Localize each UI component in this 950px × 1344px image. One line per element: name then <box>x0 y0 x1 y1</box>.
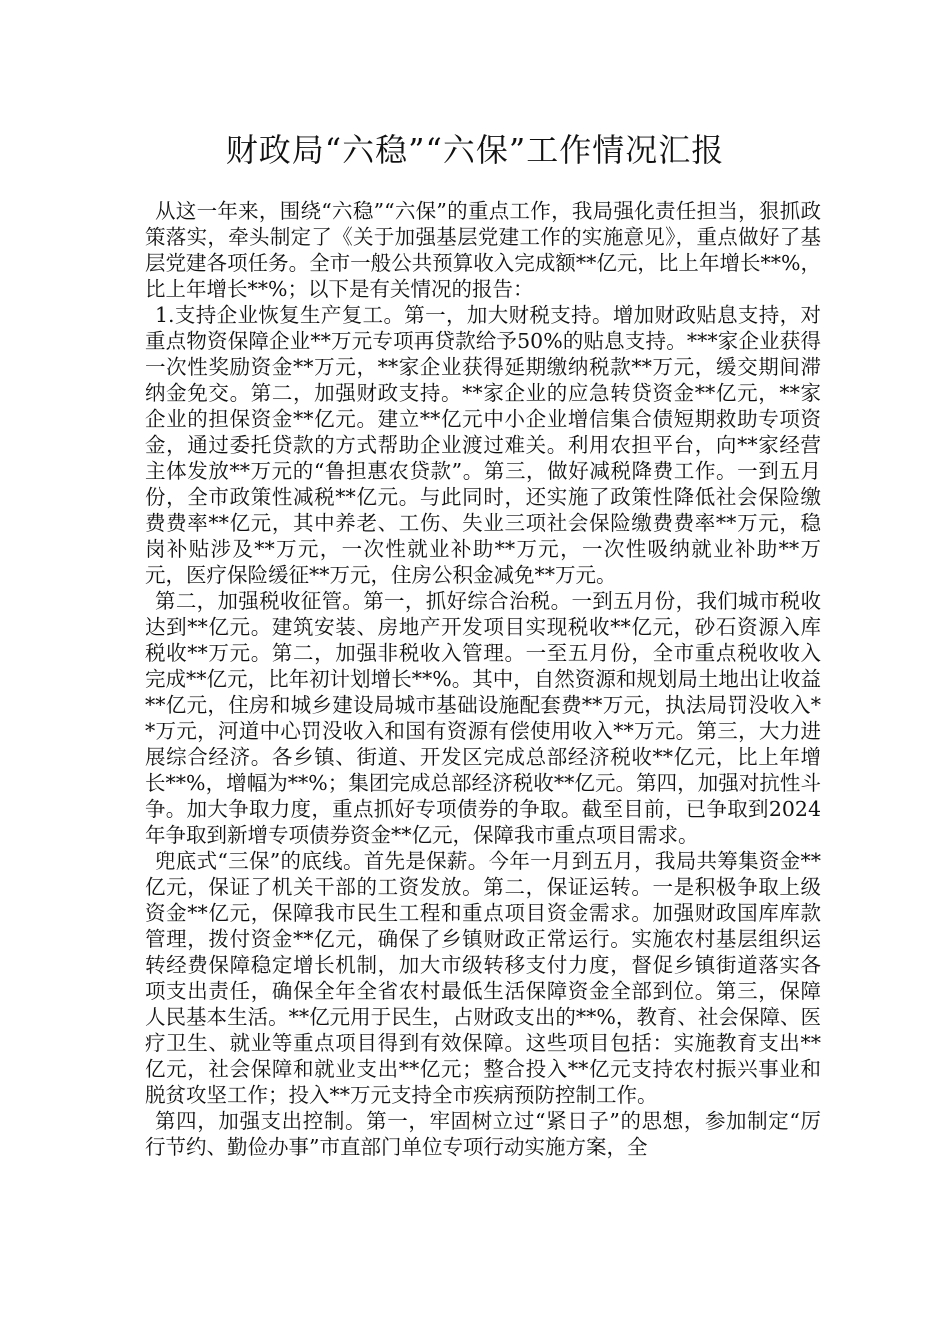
paragraph-enterprise-support: 1.支持企业恢复生产复工。第一，加大财税支持。增加财政贴息支持，对重点物资保障企业**万元专项再贷款给予50%的贴息支持。***家企业获得一次性奖励资金**万元，**家企业获得延期缴纳税款**万元，缓交期间滞纳金免交。第二，加强财政支持。**家企业的应急转贷资金**亿元，**家企业的担保资金**亿元。建立**亿元中小企业增信集合债短期救助专项资金，通过委托贷款的方式帮助企业渡过难关。利用农担平台，向**家经营主体发放**万元的“鲁担惠农贷款”。第三，做好减税降费工作。一到五月份，全市政策性减税**亿元。与此同时，还实施了政策性降低社会保险缴费费率**亿元，其中养老、工伤、失业三项社会保险缴费费率**万元，稳岗补贴涉及**万元，一次性就业补助**万元，一次性吸纳就业补助**万元，医疗保险缓征**万元，住房公积金减免**万元。 <box>145 303 821 587</box>
paragraph-intro: 从这一年来，围绕“六稳”“六保”的重点工作，我局强化责任担当，狠抓政策落实，牵头制定了《关于加强基层党建工作的实施意见》，重点做好了基层党建各项任务。全市一般公共预算收入完成额**亿元，比上年增长**%，比上年增长**%；以下是有关情况的报告： <box>145 199 821 301</box>
document-title: 财政局“六稳”“六保”工作情况汇报 <box>225 131 725 169</box>
paragraph-tax-collection: 第二，加强税收征管。第一，抓好综合治税。一到五月份，我们城市税收达到**亿元。建筑安装、房地产开发项目实现税收**亿元，砂石资源入库税收**万元。第二，加强非税收入管理。一至五月份，全市重点税收收入完成**亿元，比年初计划增长**%。其中，自然资源和规划局土地出让收益**亿元，住房和城乡建设局城市基础设施配套费**万元，执法局罚没收入**万元，河道中心罚没收入和国有资源有偿使用收入**万元。第三，大力进展综合经济。各乡镇、街道、开发区完成总部经济税收**亿元，比上年增长**%，增幅为**%；集团完成总部经济税收**亿元。第四，加强对抗性斗争。加大争取力度，重点抓好专项债券的争取。截至目前，已争取到2024年争取到新增专项债券资金**亿元，保障我市重点项目需求。 <box>145 589 821 847</box>
paragraph-three-guarantees: 兜底式“三保”的底线。首先是保薪。今年一月到五月，我局共筹集资金**亿元，保证了机关干部的工资发放。第二，保证运转。一是积极争取上级资金**亿元，保障我市民生工程和重点项目资金需求。加强财政国库库款管理，拨付资金**亿元，确保了乡镇财政正常运行。实施农村基层组织运转经费保障稳定增长机制，加大市级转移支付力度，督促乡镇街道落实各项支出责任，确保全年全省农村最低生活保障资金全部到位。第三，保障人民基本生活。**亿元用于民生，占财政支出的**%，教育、社会保障、医疗卫生、就业等重点项目得到有效保障。这些项目包括：实施教育支出**亿元，社会保障和就业支出**亿元；整合投入**亿元支持农村振兴事业和脱贫攻坚工作；投入**万元支持全市疾病预防控制工作。 <box>145 849 821 1107</box>
document-body <box>145 198 821 1160</box>
paragraph-expenditure-control: 第四，加强支出控制。第一，牢固树立过“紧日子”的思想，参加制定“厉行节约、勤俭办事”市直部门单位专项行动实施方案，全 <box>145 1109 821 1159</box>
